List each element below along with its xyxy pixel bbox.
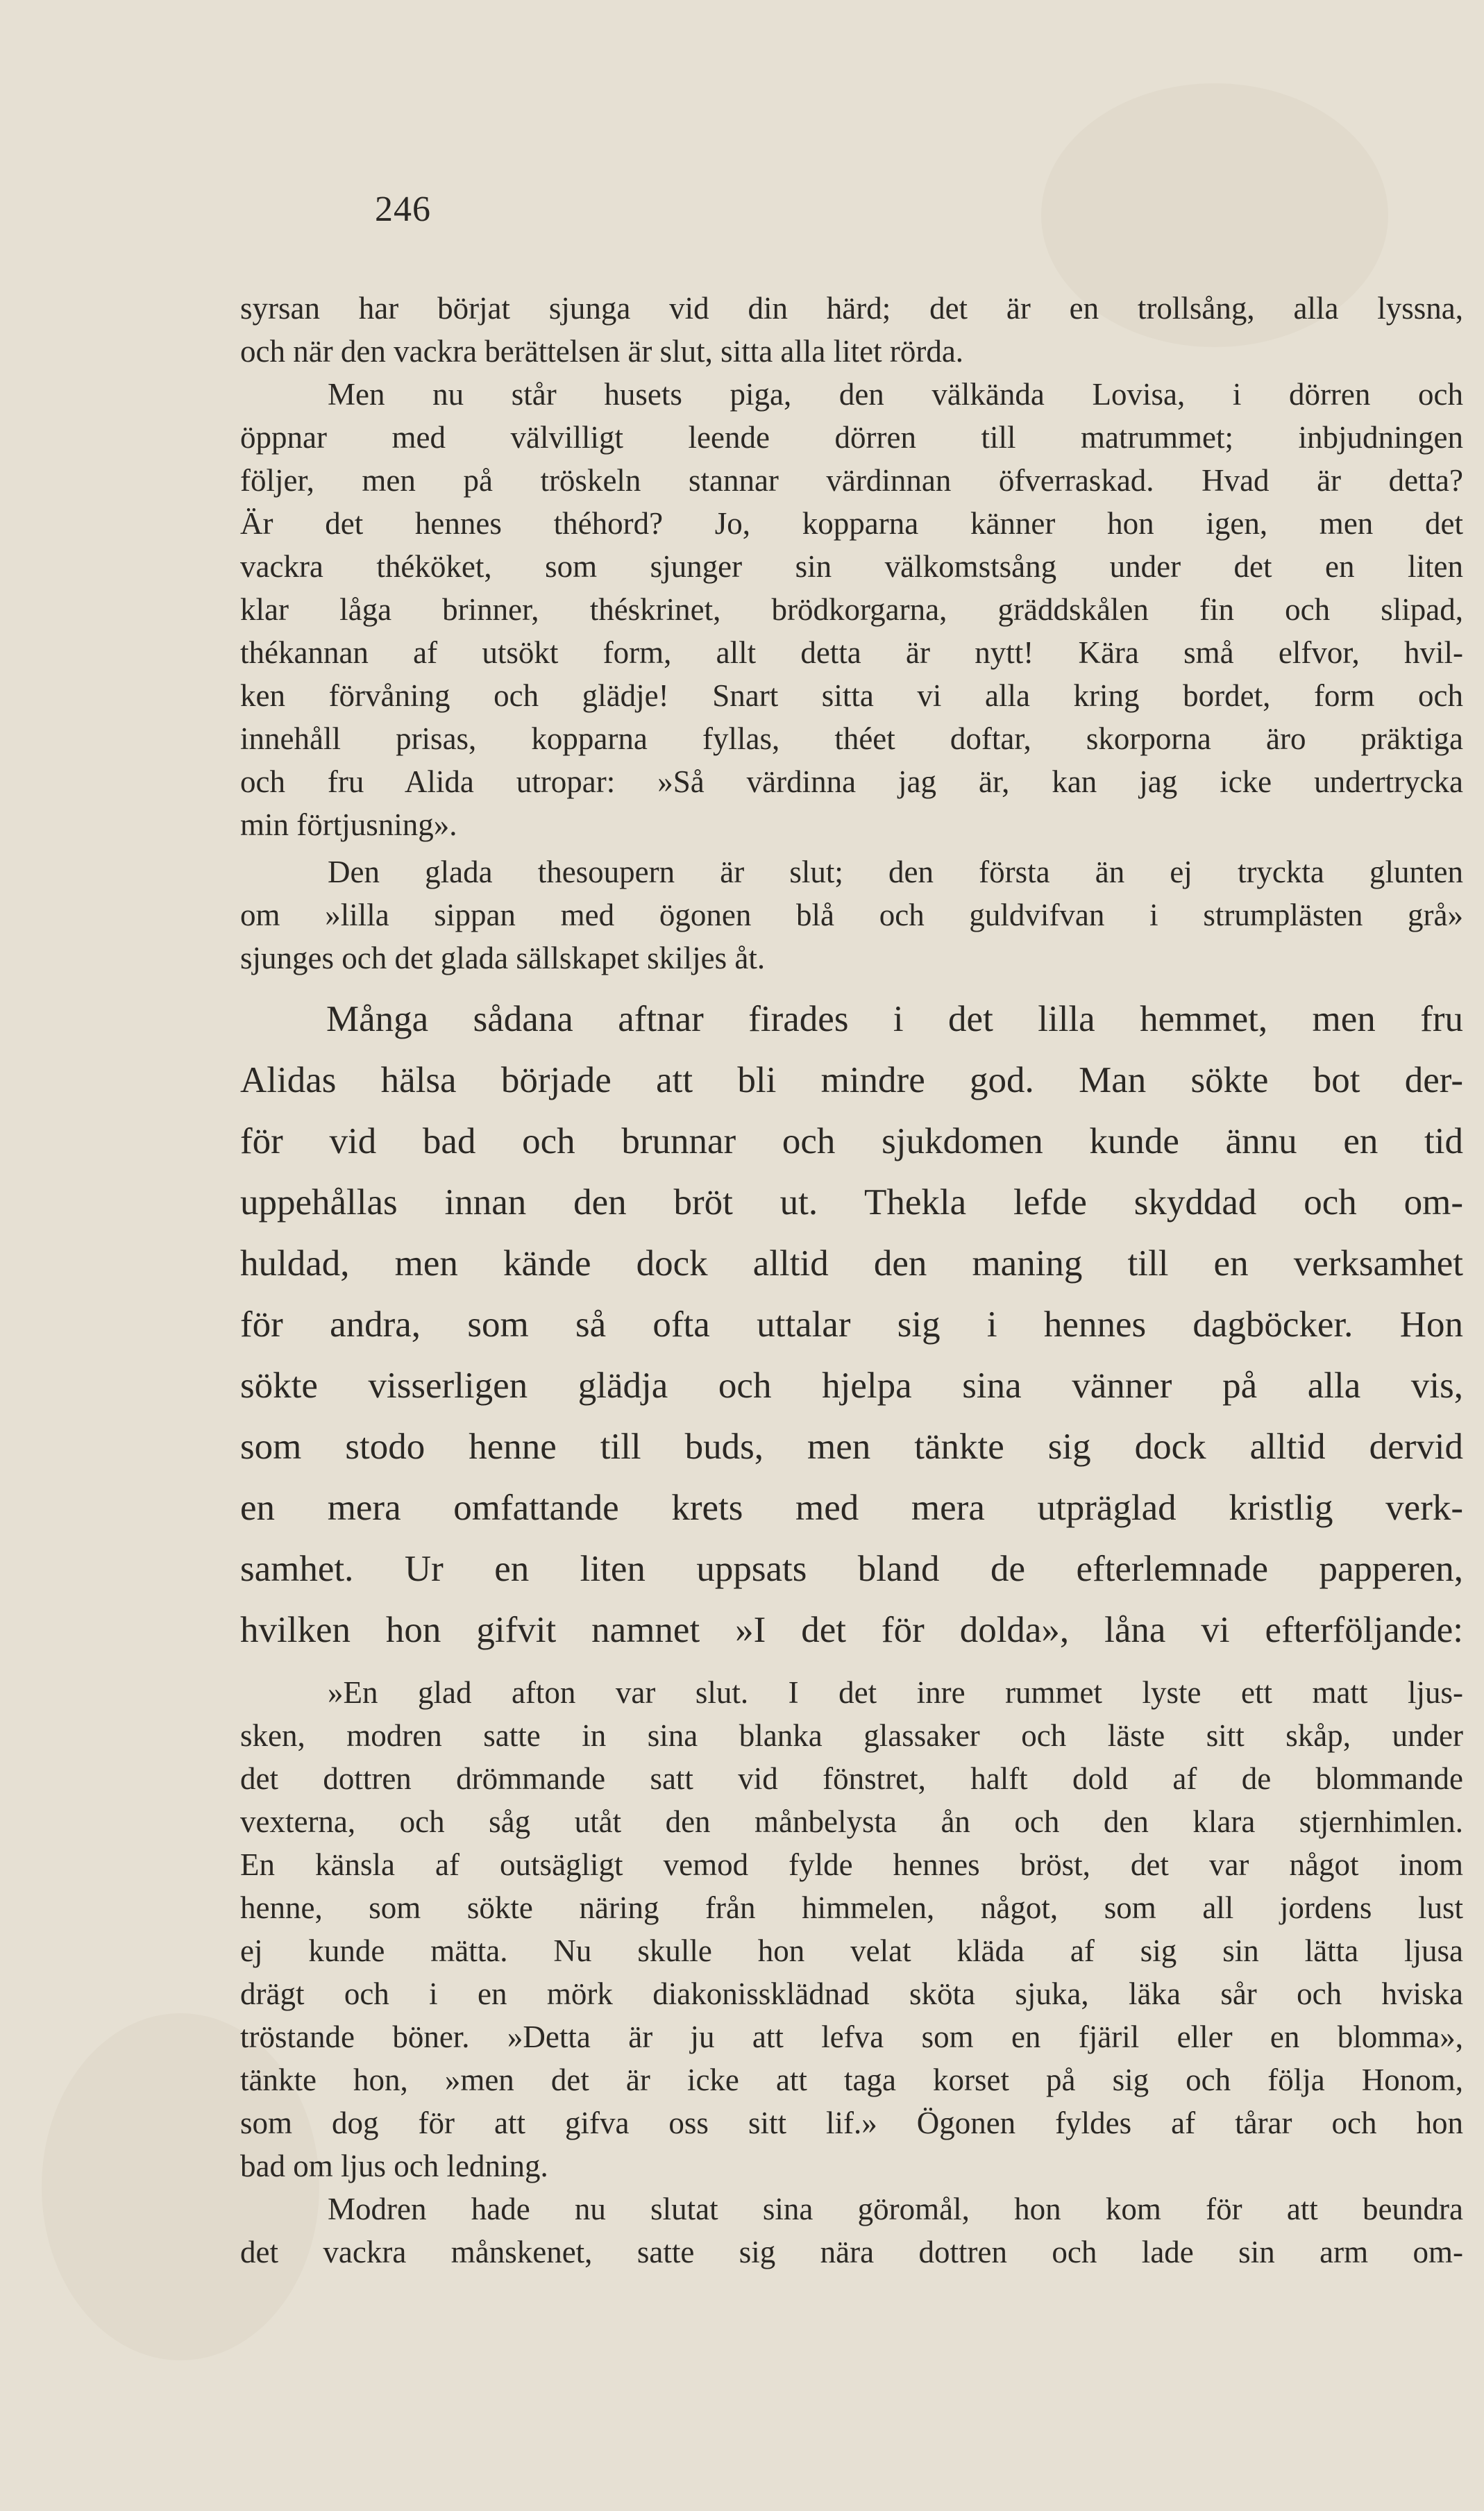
text-line: vexterna, och såg utåt den månbelysta ån och den klara stjernhimlen.	[240, 1804, 1463, 1839]
text-line: En känsla af outsägligt vemod fylde hennes bröst, det var något inom	[240, 1847, 1463, 1882]
text-line: uppehållas innan den bröt ut. Thekla lefde skyddad och om-	[240, 1182, 1463, 1223]
text-line: »En glad afton var slut. I det inre rummet lyste ett matt ljus-	[328, 1675, 1463, 1710]
text-line: hvilken hon gifvit namnet »I det för dolda», låna vi efterföljande:	[240, 1610, 1463, 1650]
text-line: henne, som sökte näring från himmelen, något, som all jordens lust	[240, 1890, 1463, 1925]
text-line: för vid bad och brunnar och sjukdomen kunde ännu en tid	[240, 1121, 1463, 1161]
text-line: tröstande böner. »Detta är ju att lefva som en fjäril eller en blomma»,	[240, 2019, 1463, 2054]
text-line: som stodo henne till buds, men tänkte sig dock alltid dervid	[240, 1427, 1463, 1467]
text-line: och fru Alida utropar: »Så värdinna jag är, kan jag icke undertrycka	[240, 764, 1463, 799]
text-line: det vackra månskenet, satte sig nära dottren och lade sin arm om-	[240, 2235, 1463, 2269]
text-line: sjunges och det glada sällskapet skiljes åt.	[240, 941, 766, 975]
text-line: Många sådana aftnar firades i det lilla hemmet, men fru	[326, 999, 1463, 1039]
text-line: tänkte hon, »men det är icke att taga korset på sig och följa Honom,	[240, 2063, 1463, 2097]
text-line: thékannan af utsökt form, allt detta är nytt! Kära små elfvor, hvil-	[240, 635, 1463, 670]
text-line: sken, modren satte in sina blanka glassaker och läste sitt skåp, under	[240, 1718, 1463, 1753]
text-line: min förtjusning».	[240, 807, 457, 842]
text-line: öppnar med välvilligt leende dörren till matrummet; inbjudningen	[240, 420, 1463, 455]
text-line: huldad, men kände dock alltid den maning till en verksamhet	[240, 1243, 1463, 1284]
text-line: om »lilla sippan med ögonen blå och guldvifvan i strumplästen grå»	[240, 898, 1463, 932]
text-line: sökte visserligen glädja och hjelpa sina vänner på alla vis,	[240, 1366, 1463, 1406]
text-line: Är det hennes théhord? Jo, kopparna känner hon igen, men det	[240, 506, 1463, 541]
text-line: Men nu står husets piga, den välkända Lovisa, i dörren och	[328, 377, 1463, 412]
text-line: Alidas hälsa började att bli mindre god. Man sökte bot der-	[240, 1060, 1463, 1100]
text-line: drägt och i en mörk diakonissklädnad sköta sjuka, läka sår och hviska	[240, 1976, 1463, 2011]
text-line: Modren hade nu slutat sina göromål, hon kom för att beundra	[328, 2192, 1463, 2226]
text-line: vackra théköket, som sjunger sin välkomstsång under det en liten	[240, 549, 1463, 584]
text-line: samhet. Ur en liten uppsats bland de efterlemnade papperen,	[240, 1549, 1463, 1589]
text-line: och när den vackra berättelsen är slut, sitta alla litet rörda.	[240, 334, 964, 369]
text-line: klar låga brinner, théskrinet, brödkorgarna, gräddskålen fin och slipad,	[240, 592, 1463, 627]
text-line: innehåll prisas, kopparna fyllas, théet doftar, skorporna äro präktiga	[240, 721, 1463, 756]
text-line: syrsan har börjat sjunga vid din härd; det är en trollsång, alla lyssna,	[240, 291, 1463, 326]
text-line: som dog för att gifva oss sitt lif.» Ögonen fyldes af tårar och hon	[240, 2106, 1463, 2140]
text-line: Den glada thesoupern är slut; den första än ej tryckta glunten	[328, 855, 1463, 889]
text-line: det dottren drömmande satt vid fönstret, halft dold af de blommande	[240, 1761, 1463, 1796]
page-number: 246	[375, 190, 431, 229]
text-line: ej kunde mätta. Nu skulle hon velat kläda af sig sin lätta ljusa	[240, 1933, 1463, 1968]
text-line: för andra, som så ofta uttalar sig i hennes dagböcker. Hon	[240, 1304, 1463, 1345]
text-line: ken förvåning och glädje! Snart sitta vi alla kring bordet, form och	[240, 678, 1463, 713]
text-line: bad om ljus och ledning.	[240, 2149, 548, 2183]
text-line: en mera omfattande krets med mera utpräglad kristlig verk-	[240, 1488, 1463, 1528]
text-line: följer, men på tröskeln stannar värdinnan öfverraskad. Hvad är detta?	[240, 463, 1463, 498]
